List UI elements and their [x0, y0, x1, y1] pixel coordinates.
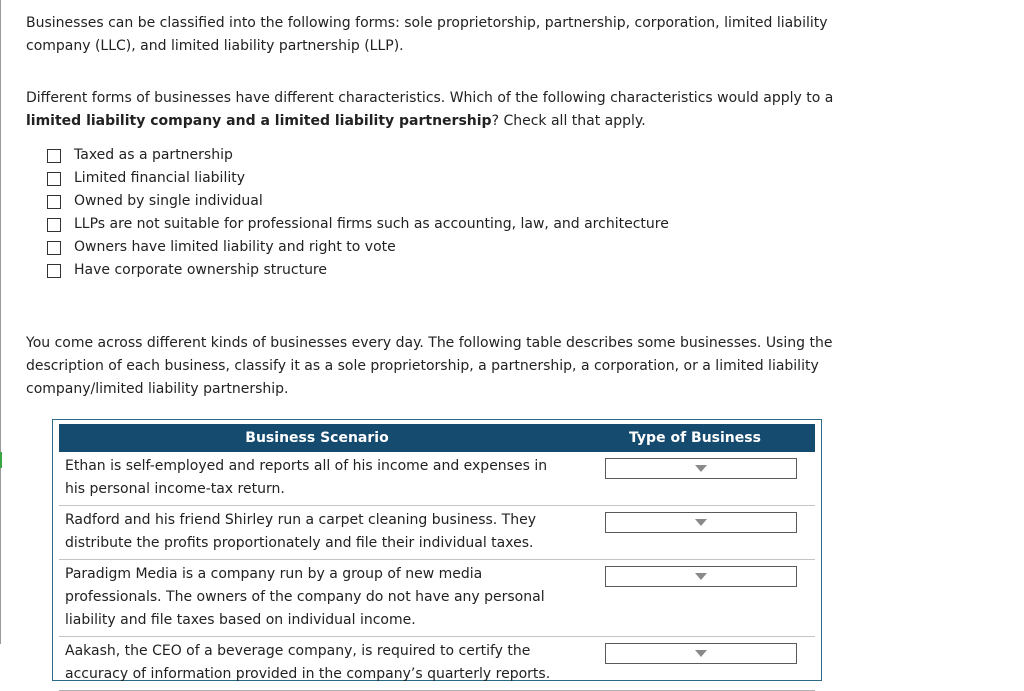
- option-label: Limited financial liability: [74, 170, 245, 186]
- checkbox[interactable]: [47, 264, 61, 278]
- scenario-text: Aakash, the CEO of a beverage company, is required to certify the accuracy of information provided in the company’s quarterly reports.: [65, 643, 551, 682]
- table-row: [59, 637, 815, 691]
- scenario-text: Radford and his friend Shirley run a carpet cleaning business. They distribute the profits proportionately and file their individual taxes.: [65, 512, 537, 551]
- checkbox[interactable]: [47, 172, 61, 186]
- scenario-text: Paradigm Media is a company run by a group of new media professionals. The owners of the company do not have any personal liability and file taxes based on individual income.: [65, 566, 545, 628]
- dropdown-arrow-icon[interactable]: [695, 573, 707, 580]
- header-business-scenario: Business Scenario: [245, 430, 389, 446]
- checkbox-options: [47, 144, 846, 282]
- dropdown-arrow-icon[interactable]: [695, 650, 707, 657]
- table-row: [59, 506, 815, 560]
- business-type-dropdown[interactable]: [605, 643, 797, 664]
- option-label: Owners have limited liability and right to vote: [74, 239, 396, 255]
- dropdown-arrow-icon[interactable]: [695, 519, 707, 526]
- table-header-row: [59, 424, 815, 452]
- option-label: Owned by single individual: [74, 193, 263, 209]
- option-owners-limited-liability-vote[interactable]: [47, 236, 846, 259]
- header-type-of-business: Type of Business: [629, 430, 761, 446]
- checkbox[interactable]: [47, 241, 61, 255]
- table-intro-paragraph: You come across different kinds of businesses every day. The following table describes some businesses. Using the description of each business, classify it as a sole proprietorship, a partnership, a corporation, or a limited liability company/limited liability partnership.: [26, 335, 833, 397]
- checkbox[interactable]: [47, 218, 61, 232]
- checkbox[interactable]: [47, 149, 61, 163]
- question-text-pre: Different forms of businesses have different characteristics. Which of the following characteristics would apply to a: [26, 90, 834, 106]
- classification-table: [52, 419, 822, 681]
- scenario-text: Ethan is self-employed and reports all of his income and expenses in his personal income-tax return.: [65, 458, 548, 497]
- type-cell: [575, 560, 815, 636]
- intro-paragraph: Businesses can be classified into the following forms: sole proprietorship, partnership, corporation, limited liability company (LLC), and limited liability partnership (LLP).: [26, 15, 828, 54]
- business-type-dropdown[interactable]: [605, 458, 797, 479]
- option-label: LLPs are not suitable for professional firms such as accounting, law, and architecture: [74, 216, 669, 232]
- left-edge-marker: [0, 452, 2, 468]
- business-type-dropdown[interactable]: [605, 566, 797, 587]
- left-border-rule: [0, 0, 1, 644]
- table-row: [59, 452, 815, 506]
- type-cell: [575, 452, 815, 505]
- option-taxed-as-partnership[interactable]: [47, 144, 846, 167]
- option-llps-not-suitable[interactable]: [47, 213, 846, 236]
- option-label: Taxed as a partnership: [74, 147, 233, 163]
- option-limited-financial-liability[interactable]: [47, 167, 846, 190]
- checkbox[interactable]: [47, 195, 61, 209]
- dropdown-arrow-icon[interactable]: [695, 465, 707, 472]
- question-text-post: ? Check all that apply.: [491, 113, 646, 129]
- question-text-bold: limited liability company and a limited liability partnership: [26, 113, 492, 129]
- business-type-dropdown[interactable]: [605, 512, 797, 533]
- type-cell: [575, 506, 815, 559]
- table-row: [59, 560, 815, 637]
- checkbox-question: [26, 87, 846, 133]
- option-label: Have corporate ownership structure: [74, 262, 327, 278]
- option-owned-by-single-individual[interactable]: [47, 190, 846, 213]
- option-corporate-ownership-structure[interactable]: [47, 259, 846, 282]
- question-content: [26, 12, 846, 401]
- type-cell: [575, 637, 815, 690]
